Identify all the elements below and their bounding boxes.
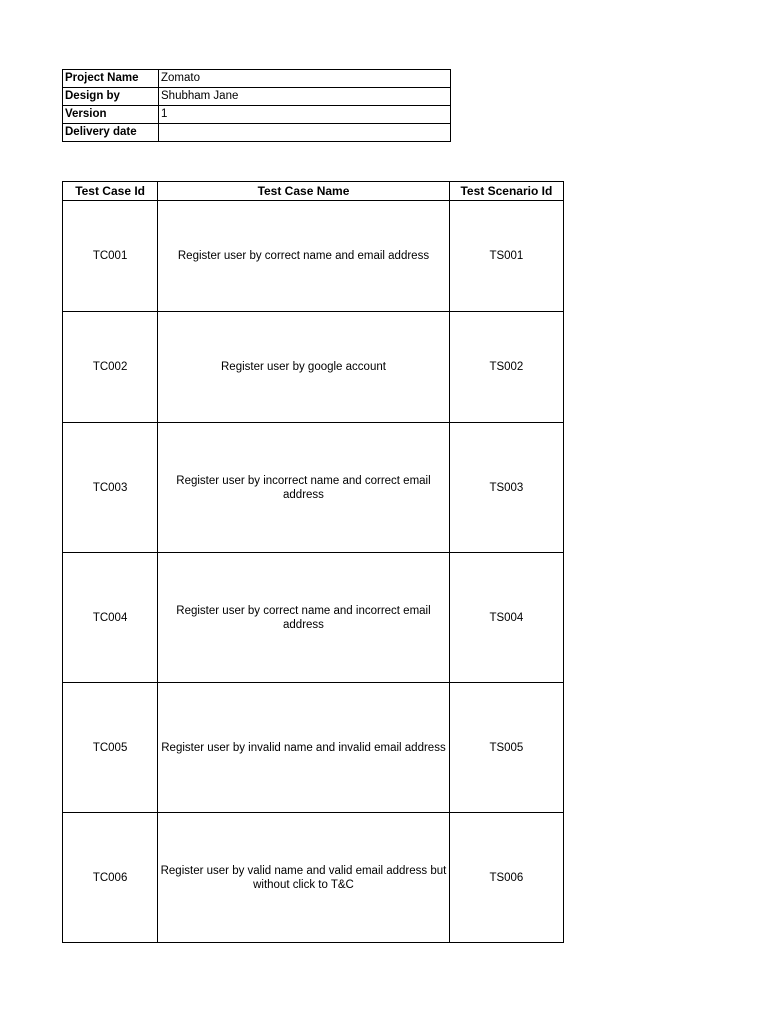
- table-row: [63, 312, 564, 423]
- test-scenario-id: TS005: [449, 683, 563, 813]
- test-scenario-id: TS003: [449, 423, 563, 553]
- table-row: [63, 423, 564, 553]
- table-row: [63, 553, 564, 683]
- test-scenario-id: TS002: [449, 312, 563, 423]
- test-scenario-id: TS004: [449, 553, 563, 683]
- header-test-scenario-id: Test Scenario Id: [449, 182, 563, 201]
- test-case-name: Register user by correct name and email address: [158, 201, 450, 312]
- test-case-id: TC004: [63, 553, 158, 683]
- header-test-case-id: Test Case Id: [63, 182, 158, 201]
- info-row-project-name: [63, 70, 451, 88]
- test-case-id: TC003: [63, 423, 158, 553]
- header-test-case-name: Test Case Name: [158, 182, 450, 201]
- test-case-id: TC001: [63, 201, 158, 312]
- info-label: Project Name: [63, 70, 159, 88]
- test-case-name: Register user by google account: [158, 312, 450, 423]
- test-case-name: Register user by correct name and incorrect email address: [158, 553, 450, 683]
- test-cases-table: [62, 181, 564, 943]
- info-row-design-by: [63, 88, 451, 106]
- info-label: Delivery date: [63, 124, 159, 142]
- test-scenario-id: TS006: [449, 813, 563, 943]
- table-row: [63, 813, 564, 943]
- info-value: 1: [159, 106, 451, 124]
- test-case-name: Register user by invalid name and invalid email address: [158, 683, 450, 813]
- test-case-name: Register user by incorrect name and correct email address: [158, 423, 450, 553]
- test-case-id: TC002: [63, 312, 158, 423]
- project-info-table: [62, 69, 451, 142]
- table-row: [63, 201, 564, 312]
- table-row: [63, 683, 564, 813]
- info-value: [159, 124, 451, 142]
- info-label: Version: [63, 106, 159, 124]
- test-case-name: Register user by valid name and valid email address but without click to T&C: [158, 813, 450, 943]
- info-row-delivery-date: [63, 124, 451, 142]
- test-scenario-id: TS001: [449, 201, 563, 312]
- info-label: Design by: [63, 88, 159, 106]
- table-header-row: [63, 182, 564, 201]
- test-case-id: TC006: [63, 813, 158, 943]
- info-value: Shubham Jane: [159, 88, 451, 106]
- test-case-id: TC005: [63, 683, 158, 813]
- info-value: Zomato: [159, 70, 451, 88]
- info-row-version: [63, 106, 451, 124]
